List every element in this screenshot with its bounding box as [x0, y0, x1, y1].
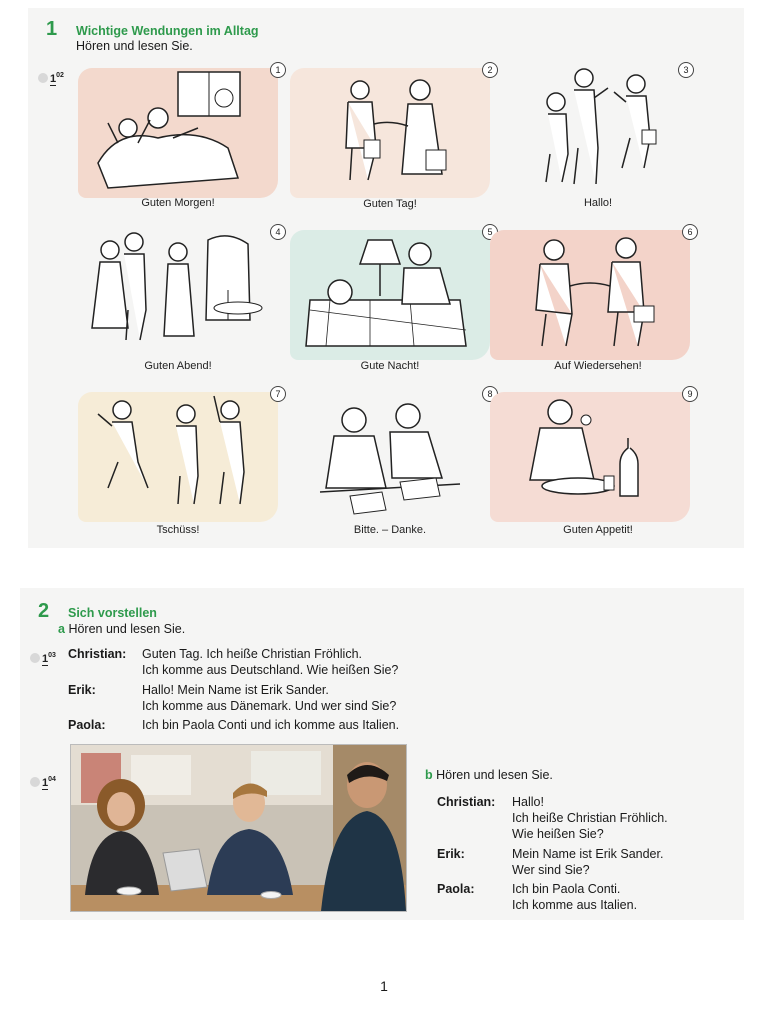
exercise-2a-instruction: Hören und lesen Sie. [68, 622, 186, 636]
exercise-2b-letter: b [425, 768, 433, 782]
dialogue-line: Ich komme aus Deutschland. Wie heißen Sie? [142, 663, 399, 677]
exercise-2a-heading [58, 622, 185, 636]
track-cd: 1 [42, 652, 49, 665]
good-night-illustration [290, 230, 490, 360]
dialogue-line: Ich bin Paola Conti und ich komme aus Italien. [142, 718, 400, 732]
dialogue-line: Wer sind Sie? [512, 863, 590, 877]
picture-number: 6 [682, 224, 698, 240]
goodbye-handshake-illustration [490, 230, 690, 360]
speaker: Christian: [437, 795, 496, 809]
speaker: Christian: [68, 647, 127, 661]
caption-3: Hallo! [583, 197, 613, 209]
dialogue-line: Mein Name ist Erik Sander. [512, 847, 664, 861]
caption-1: Guten Morgen! [141, 197, 215, 209]
picture-2 [290, 65, 493, 198]
caption-4: Guten Abend! [144, 360, 212, 372]
caption-6: Auf Wiedersehen! [554, 360, 642, 372]
dialogue-line: Guten Tag. Ich heiße Christian Fröhlich. [142, 647, 363, 661]
picture-number: 8 [482, 386, 498, 402]
dialogue-line: Ich komme aus Italien. [512, 898, 638, 912]
meeting-photo-illustration [71, 745, 406, 911]
picture-4 [78, 227, 281, 360]
exercise-2b-heading [425, 768, 553, 782]
picture-1 [78, 65, 281, 198]
meeting-photo [70, 744, 407, 912]
speaker: Erik: [437, 847, 465, 861]
picture-6 [490, 227, 693, 360]
cd-icon [38, 73, 48, 83]
morning-bed-illustration [78, 68, 278, 198]
picture-5 [290, 227, 493, 360]
dialogue-line: Ich heiße Christian Fröhlich. [512, 811, 668, 825]
track-num: 04 [48, 776, 56, 783]
caption-5: Gute Nacht! [360, 360, 420, 372]
exercise-2-title: Sich vorstellen [68, 606, 157, 620]
track-num: 03 [48, 652, 56, 659]
dialogue-line: Hallo! [512, 795, 544, 809]
dialogue-line: Ich bin Paola Conti. [512, 882, 621, 896]
audio-track-1-04[interactable] [30, 776, 56, 789]
exercise-2a-letter: a [58, 622, 65, 636]
picture-3 [486, 65, 689, 198]
speaker: Erik: [68, 683, 96, 697]
please-thanks-illustration [290, 392, 490, 522]
picture-number: 7 [270, 386, 286, 402]
caption-8: Bitte. – Danke. [353, 524, 427, 536]
picture-8 [290, 389, 493, 522]
track-num: 02 [56, 72, 64, 79]
handshake-illustration [290, 68, 490, 198]
audio-track-1-02[interactable] [38, 72, 64, 85]
page-number: 1 [380, 978, 388, 994]
picture-9 [490, 389, 693, 522]
dialogue-line: Ich komme aus Dänemark. Und wer sind Sie? [142, 699, 397, 713]
cd-icon [30, 653, 40, 663]
caption-7: Tschüss! [156, 524, 200, 536]
track-cd: 1 [50, 72, 57, 85]
audio-track-1-03[interactable] [30, 652, 56, 665]
exercise-2-number: 2 [38, 600, 50, 622]
speaker: Paola: [437, 882, 475, 896]
cd-icon [30, 777, 40, 787]
speaker: Paola: [68, 718, 106, 732]
picture-number: 1 [270, 62, 286, 78]
exercise-1-instruction: Hören und lesen Sie. [76, 39, 193, 53]
caption-9: Guten Appetit! [563, 524, 633, 536]
picture-7 [78, 389, 281, 522]
enjoy-meal-illustration [490, 392, 690, 522]
track-cd: 1 [42, 776, 49, 789]
picture-number: 9 [682, 386, 698, 402]
hello-wave-illustration [486, 68, 686, 198]
dialogue-line: Wie heißen Sie? [512, 827, 604, 841]
bye-wave-illustration [78, 392, 278, 522]
exercise-2b-instruction: Hören und lesen Sie. [436, 768, 553, 782]
picture-number: 5 [482, 224, 498, 240]
dialogue-line: Hallo! Mein Name ist Erik Sander. [142, 683, 329, 697]
picture-number: 2 [482, 62, 498, 78]
picture-number: 3 [678, 62, 694, 78]
caption-2: Guten Tag! [363, 198, 417, 210]
picture-number: 4 [270, 224, 286, 240]
exercise-1-title: Wichtige Wendungen im Alltag [76, 24, 259, 38]
exercise-1-number: 1 [46, 18, 58, 40]
evening-greeting-illustration [78, 230, 278, 360]
